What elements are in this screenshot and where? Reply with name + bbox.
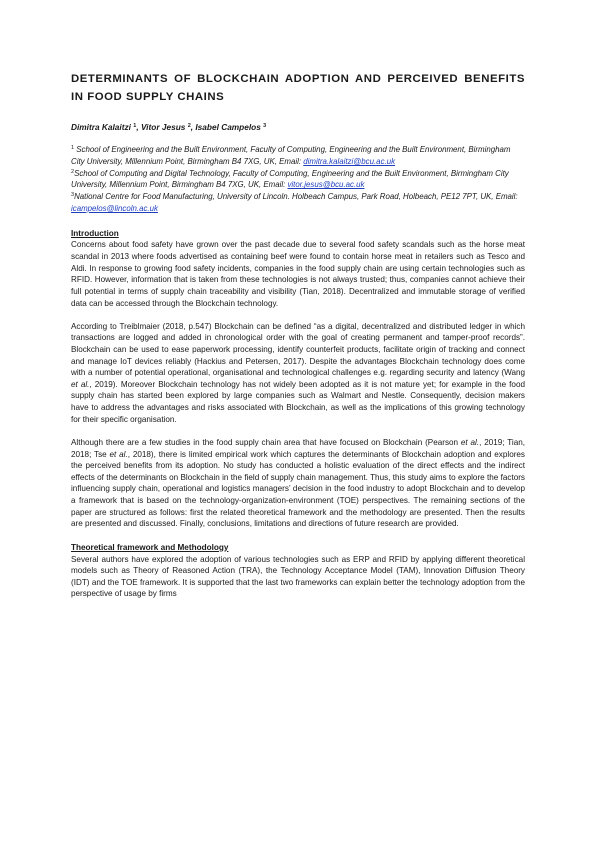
affiliation-item (71, 168, 525, 192)
author-name: Dimitra Kalaitzi (71, 122, 131, 132)
body-paragraph: Although there are a few studies in the food supply chain area that have focused on Blockchain (Pearson et al., 2019; Tian, 2018; Tse et al., 2018), there is limited empirical work which captures the determinants of Blockchain adoption and explores the perceived benefits from its adoption. No study has conducted a holistic evaluation of the direct effects and the indirect effects of the determinants on Blockchain in the field of supply chain management. Thus, this study aims to explore the factors influencing supply chain, operational and logistics managers’ decision in the food industry to adopt Blockchain and to develop a framework that is based on the technology-organization-environment (TOE) perspectives. The remaining sections of the paper are structured as follows: first the related theoretical framework and the methodology are presented. Then the results are presented and discussed. Finally, conclusions, limitations and directions of future research are provided. (71, 437, 525, 529)
affiliation-item (71, 144, 525, 168)
paper-title: DETERMINANTS OF BLOCKCHAIN ADOPTION AND PERCEIVED BENEFITS IN FOOD SUPPLY CHAINS (71, 73, 525, 103)
affiliation-mark: 1 (71, 145, 75, 151)
author-list (71, 121, 525, 133)
email-link[interactable]: icampelos@lincoln.ac.uk (71, 203, 158, 213)
body-paragraph: Several authors have explored the adoption of various technologies such as ERP and RFID by applying different theoretical models such as Theory of Reasoned Action (TRA), the Technology Acceptance Model (TAM), Innovation Diffusion Theory (IDT) and the TOE framework. It is supported that the last two frameworks can explain better the technology adoption from the perspective of usage by firms (71, 554, 525, 599)
section-heading-introduction: Introduction (71, 228, 119, 238)
author-name: Vitor Jesus (140, 122, 186, 132)
email-link[interactable]: vitor.jesus@bcu.ac.uk (287, 180, 365, 190)
body-paragraph: According to Treiblmaier (2018, p.547) Blockchain can be defined “as a digital, decentralized and distributed ledger in which transactions are logged and added in chronological order with the goal of creating permanent and tamper-proof records”. Blockchain can be used to ease paperwork processing, identify counterfeit products, facilitate origin of tracking and connect and manage IoT devices reliably (Hackius and Petersen, 2017). Despite the advantages Blockchain technology does come with a number of potential operational, organisational and technological challenges e.g. regarding security and latency (Wang et al., 2019). Moreover Blockchain technology has not widely been adopted as it is not mature yet; for example in the food supply chain has started been explored by large companies such as Walmart and Nestle. Consequently, decision makers have to address the advantages and risks associated with Blockchain, as well as the implications of this growing technology for their specific organisation. (71, 321, 525, 424)
affiliation-mark: 2 (71, 168, 75, 175)
author-separator: , (190, 122, 196, 132)
author-affiliation-mark: 1 (133, 123, 137, 129)
author-name: Isabel Campelos (195, 122, 261, 132)
affiliation-mark: 3 (71, 192, 75, 199)
affiliation-text: School of Computing and Digital Technology, Faculty of Computing, Engineering and the Built Environment, Birmingham City University, Millennium Point, Birmingham B4 7XG, UK, Email: (71, 168, 509, 190)
page-content (71, 71, 525, 600)
affiliation-text: National Centre for Food Manufacturing, University of Lincoln. Holbeach Campus, Park Road, Holbeach, PE12 7PT, UK, Email: (74, 192, 518, 202)
section-heading-theoretical-framework: Theoretical framework and Methodology (71, 542, 229, 552)
affiliation-text: School of Engineering and the Built Environment, Faculty of Computing, Engineering and the Built Environment, Birmingham City University, Millennium Point, Birmingham B4 7XG, UK, Email: (71, 145, 511, 166)
author-separator: , (136, 122, 141, 132)
email-link[interactable]: dimitra.kalaitzi@bcu.ac.uk (303, 156, 396, 166)
author-affiliation-mark: 2 (187, 123, 191, 129)
author-affiliation-mark: 3 (263, 123, 267, 129)
body-paragraph: Concerns about food safety have grown over the past decade due to several food safety scandals such as the horse meat scandal in 2013 where foods advertised as containing beef were found to contain horse meat in retailers such as Tesco and Aldi. In response to growing food safety incidents, companies in the food supply chain are using certain technologies such as RFID. However, information that is taken from these technologies is not always trusted; thus, companies cannot achieve their full potential in terms of supply chain traceability and visibility (Tian, 2018). Decentralized and immutable storage of verified data can be accessed through the Blockchain technology. (71, 240, 525, 308)
affiliation-item (71, 191, 525, 215)
affiliation-list (71, 144, 525, 215)
